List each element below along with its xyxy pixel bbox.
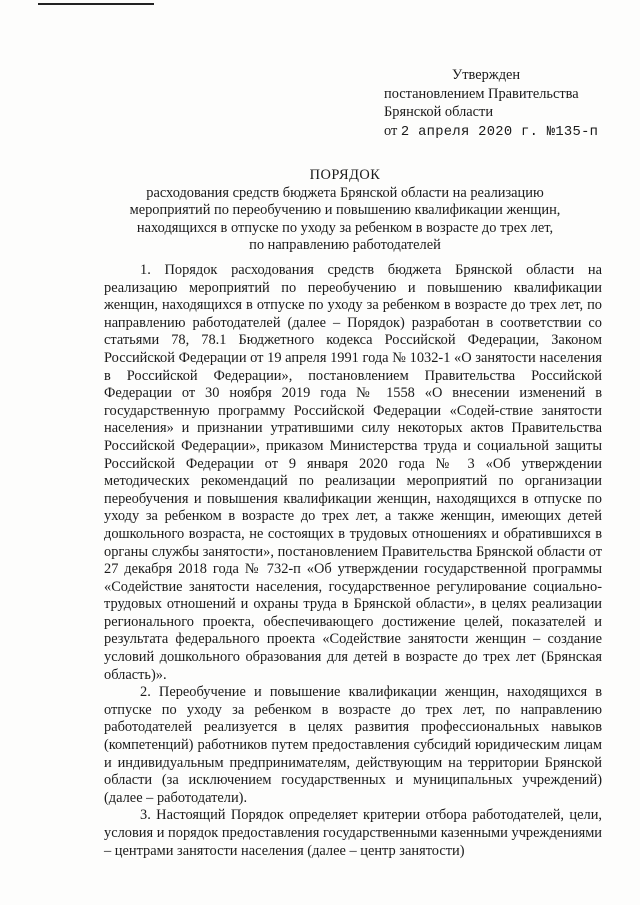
top-rule [38, 3, 154, 5]
title-line-3: находящихся в отпуске по уходу за ребенком в возрасте до трех лет, [136, 219, 554, 236]
approval-date-number: 2 апреля 2020 г. №135-п [400, 124, 599, 140]
title-line-1: расходования средств бюджета Брянской области на реализацию [146, 184, 544, 201]
approval-line-approved: Утвержден [452, 67, 521, 83]
title-line-4: по направлению работодателей [249, 237, 441, 253]
document-body [104, 262, 602, 860]
approval-date-line [384, 122, 614, 143]
paragraph-1: 1. Порядок расходования средств бюджета Брянской области на реализацию мероприятий по переобучению и повышению квалификации женщин, находящихся в отпуске по уходу за ребенком в возрасте до трех лет, по направлению работодателей (далее – Порядок) разработан в соответствии со статьями 78, 78.1 Бюджетного кодекса Российской Федерации, Законом Российской Федерации от 19 апреля 1991 года № 1032-1 «О занятости населения в Российской Федерации», постановлением Правительства Российской Федерации от 30 ноября 2019 года № 1558 «О внесении изменений в государственную программу Российской Федерации «Содей-ствие занятости населения» и признании утратившими силу некоторых актов Правительства Российской Федерации», приказом Министерства труда и социальной защиты Российской Федерации от 9 января 2020 года № 3 «Об утверждении методических рекомендаций по реализации мероприятий по организации переобучения и повышения квалификации женщин, находящихся в отпуске по уходу за ребенком в возрасте до трех лет, а также женщин, имеющих детей дошкольного возраста, не состоящих в трудовых отношениях и обратившихся в органы службы занятости», постановлением Правительства Брянской области от 27 декабря 2018 года № 732-п «Об утверждении государственной программы «Содействие занятости населения, государственное регулирование социально-трудовых отношений и охраны труда в Брянской области», в целях реализации регионального проекта, обеспечивающего достижение целей, показателей и результата федерального проекта «Содействие занятости женщин – создание условий дошкольного образования для детей в возрасте до трех лет (Брянская область)». [104, 262, 602, 683]
paragraph-2: 2. Переобучение и повышение квалификации женщин, находящихся в отпуске по уходу за ребенком в возрасте до трех лет, по направлению работодателей реализуется в целях развития профессиональных навыков (компетенций) работников путем предоставления субсидий юридическим лицам и индивидуальным предпринимателям, действующим на территории Брянской области (за исключением государственных и муниципальных учреждений) (далее – работодатели). [104, 684, 602, 806]
approval-stamp [384, 66, 614, 142]
paragraph-3: 3. Настоящий Порядок определяет критерии отбора работодателей, цели, условия и порядок предоставления государственными казенными учреждениями – центрами занятости населения (далее – центр занятости) [104, 807, 602, 859]
document-title [90, 167, 600, 255]
title-line-2: мероприятий по переобучению и повышению квалификации женщин, [129, 202, 561, 218]
approval-date-prefix: от [384, 122, 398, 139]
approval-line-region: Брянской области [384, 104, 494, 120]
approval-line-resolution: постановлением Правительства [384, 85, 579, 102]
title-heading: ПОРЯДОК [309, 167, 381, 183]
